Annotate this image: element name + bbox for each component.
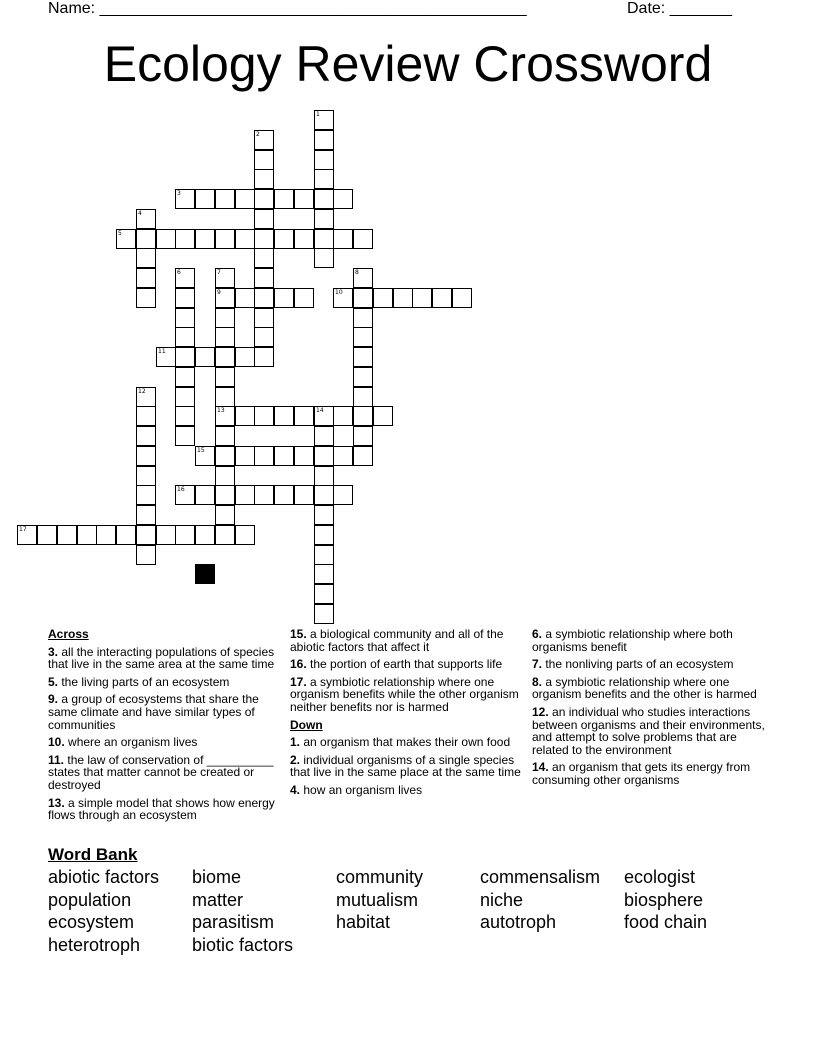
crossword-cell[interactable] [333, 446, 353, 466]
clue-number: 8 [355, 269, 359, 276]
crossword-cell[interactable] [195, 446, 215, 466]
clue-text: how an organism lives [300, 782, 423, 797]
clue-text: the law of conservation of __________ states that matter cannot be created or destroyed [48, 752, 274, 792]
crossword-cell[interactable] [175, 406, 195, 426]
word-bank-item: ecosystem [48, 912, 135, 932]
clue-number: 2 [256, 131, 260, 138]
crossword-cell[interactable] [294, 288, 314, 308]
crossword-cell[interactable] [136, 248, 156, 268]
crossword-cell[interactable] [175, 308, 195, 328]
crossword-cell[interactable] [254, 485, 274, 505]
crossword-cell[interactable] [37, 525, 57, 545]
crossword-cell[interactable] [254, 169, 274, 189]
crossword-cell[interactable] [254, 347, 274, 367]
crossword-cell[interactable] [254, 406, 274, 426]
clue-number: 12 [138, 388, 146, 395]
crossword-cell[interactable] [452, 288, 472, 308]
crossword-cell[interactable] [393, 288, 413, 308]
crossword-cell[interactable] [314, 584, 334, 604]
clue-item [290, 676, 526, 714]
crossword-cell[interactable] [215, 268, 235, 288]
clue-number: 13 [217, 407, 225, 414]
date-field-label[interactable]: Date: _______ [627, 0, 732, 17]
clues-column-3 [532, 628, 772, 792]
crossword-cell[interactable] [136, 446, 156, 466]
crossword-cell[interactable] [314, 545, 334, 565]
crossword-cell[interactable] [195, 347, 215, 367]
crossword-cell[interactable] [254, 248, 274, 268]
crossword-cell[interactable] [235, 347, 255, 367]
crossword-cell[interactable] [373, 406, 393, 426]
crossword-cell[interactable] [333, 288, 353, 308]
clue-number: 4 [138, 210, 142, 217]
word-bank-item: mutualism [336, 889, 419, 910]
word-bank-item: community [336, 867, 424, 887]
crossword-cell[interactable] [215, 229, 235, 249]
crossword-cell[interactable] [314, 209, 334, 229]
word-bank-item: niche [480, 889, 524, 910]
clue-text: an individual who studies interactions between organisms and their environments, and attempt to solve problems that are related to the environment [532, 704, 765, 757]
word-bank [48, 866, 768, 956]
clue-number-label: 16. [290, 657, 307, 672]
crossword-cell[interactable] [274, 406, 294, 426]
crossword-cell[interactable] [412, 288, 432, 308]
clue-item [532, 706, 772, 756]
crossword-cell[interactable] [136, 485, 156, 505]
clue-text: where an organism lives [64, 735, 198, 750]
across-clue-list-continued [290, 628, 526, 714]
clue-number: 10 [335, 289, 343, 296]
clue-number: 14 [316, 407, 324, 414]
clue-item [48, 797, 284, 822]
crossword-cell[interactable] [235, 446, 255, 466]
clue-number: 1 [316, 111, 320, 118]
clue-text: the nonliving parts of an ecosystem [542, 657, 734, 672]
crossword-cell[interactable] [175, 229, 195, 249]
crossword-cell[interactable] [274, 485, 294, 505]
crossword-cell[interactable] [175, 485, 195, 505]
crossword-cell[interactable] [175, 327, 195, 347]
word-bank-item: biosphere [624, 889, 704, 910]
clue-number: 17 [19, 526, 27, 533]
crossword-cell[interactable] [314, 604, 334, 624]
crossword-cell[interactable] [294, 446, 314, 466]
crossword-cell[interactable] [314, 505, 334, 525]
crossword-cell[interactable] [294, 485, 314, 505]
crossword-cell[interactable] [373, 288, 393, 308]
crossword-cell[interactable] [314, 150, 334, 170]
crossword-cell[interactable] [254, 229, 274, 249]
clue-item [532, 628, 772, 653]
crossword-cell[interactable] [215, 426, 235, 446]
crossword-cell[interactable] [175, 189, 195, 209]
crossword-cell[interactable] [175, 367, 195, 387]
clue-number: 3 [177, 190, 181, 197]
word-bank-item: abiotic factors [48, 867, 160, 887]
crossword-cell[interactable] [215, 327, 235, 347]
clue-item [290, 784, 526, 797]
clue-number-label: 4. [290, 782, 301, 797]
crossword-cell[interactable] [215, 367, 235, 387]
clue-number-label: 13. [48, 795, 65, 810]
crossword-cell[interactable] [96, 525, 116, 545]
crossword-cell[interactable] [136, 505, 156, 525]
name-field-label[interactable]: Name: ________________________________________________ [48, 0, 527, 17]
crossword-cell[interactable] [136, 406, 156, 426]
crossword-cell[interactable] [274, 288, 294, 308]
down-clue-list-continued [532, 628, 772, 787]
clue-text: a simple model that shows how energy flows through an ecosystem [48, 795, 275, 823]
clues-column-1 [48, 628, 284, 827]
crossword-cell[interactable] [314, 169, 334, 189]
crossword-cell[interactable] [235, 288, 255, 308]
word-bank-item: commensalism [480, 867, 601, 887]
crossword-cell[interactable] [314, 110, 334, 130]
word-bank-item: biotic factors [192, 934, 294, 955]
crossword-cell[interactable] [136, 229, 156, 249]
crossword-cell[interactable] [215, 485, 235, 505]
crossword-cell[interactable] [254, 209, 274, 229]
clue-number-label: 15. [290, 627, 307, 641]
clue-item [290, 736, 526, 749]
clue-number-label: 1. [290, 735, 301, 750]
crossword-cell[interactable] [215, 466, 235, 486]
clue-number-label: 11. [48, 752, 65, 767]
crossword-cell[interactable] [195, 189, 215, 209]
crossword-cell[interactable] [235, 485, 255, 505]
clue-text: the living parts of an ecosystem [58, 674, 230, 689]
clue-number: 15 [197, 447, 205, 454]
crossword-cell[interactable] [136, 426, 156, 446]
crossword-cell[interactable] [254, 130, 274, 150]
crossword-cell[interactable] [353, 327, 373, 347]
crossword-cell[interactable] [333, 406, 353, 426]
clue-number-label: 12. [532, 704, 549, 719]
crossword-cell[interactable] [294, 406, 314, 426]
clues-column-2 [290, 628, 526, 802]
crossword-cell[interactable] [116, 229, 136, 249]
crossword-cell[interactable] [215, 525, 235, 545]
crossword-cell[interactable] [77, 525, 97, 545]
clue-text: a symbiotic relationship where one organism benefits and the other is harmed [532, 674, 757, 702]
crossword-cell[interactable] [333, 189, 353, 209]
crossword-cell[interactable] [432, 288, 452, 308]
crossword-cell[interactable] [57, 525, 77, 545]
crossword-cell[interactable] [353, 387, 373, 407]
clue-item [290, 658, 526, 671]
word-bank-item: autotroph [480, 912, 557, 932]
clue-number-label: 5. [48, 674, 59, 689]
word-bank-item: habitat [336, 912, 391, 932]
crossword-cell[interactable] [235, 525, 255, 545]
crossword-cell[interactable] [353, 406, 373, 426]
clue-number-label: 10. [48, 735, 65, 750]
clue-number-label: 14. [532, 760, 549, 775]
crossword-cell[interactable] [294, 229, 314, 249]
clue-number-label: 2. [290, 752, 301, 767]
clue-item [48, 736, 284, 749]
page-title: Ecology Review Crossword [103, 36, 713, 92]
word-bank-item: heterotroph [48, 934, 141, 955]
crossword-cell[interactable] [353, 426, 373, 446]
clue-number-label: 17. [290, 674, 307, 689]
crossword-cell[interactable] [136, 288, 156, 308]
crossword-cell[interactable] [136, 545, 156, 565]
crossword-cell[interactable] [314, 189, 334, 209]
crossword-cell[interactable] [136, 268, 156, 288]
crossword-cell[interactable] [215, 189, 235, 209]
crossword-cell[interactable] [254, 288, 274, 308]
crossword-cell[interactable] [215, 505, 235, 525]
crossword-cell[interactable] [254, 268, 274, 288]
clue-item [48, 646, 284, 671]
clue-text: a symbiotic relationship where both organisms benefit [532, 627, 733, 654]
clue-item [48, 754, 284, 792]
crossword-cell[interactable] [254, 308, 274, 328]
clue-text: a symbiotic relationship where one organism benefits while the other organism neither benefits nor is harmed [290, 674, 519, 714]
clue-number: 6 [177, 269, 181, 276]
clue-item [532, 761, 772, 786]
crossword-cell[interactable] [235, 406, 255, 426]
black-square [195, 564, 215, 584]
crossword-cell[interactable] [333, 485, 353, 505]
crossword-cell[interactable] [314, 525, 334, 545]
down-heading: Down [290, 717, 323, 732]
crossword-cell[interactable] [156, 229, 176, 249]
clue-item [48, 676, 284, 689]
crossword-cell[interactable] [254, 150, 274, 170]
clue-number-label: 8. [532, 674, 543, 689]
word-bank-item: ecologist [624, 867, 696, 887]
crossword-cell[interactable] [314, 229, 334, 249]
clue-number-label: 6. [532, 627, 543, 641]
crossword-cell[interactable] [274, 229, 294, 249]
crossword-cell[interactable] [136, 387, 156, 407]
clue-item [532, 676, 772, 701]
crossword-cell[interactable] [353, 446, 373, 466]
clue-number: 7 [217, 269, 221, 276]
crossword-cell[interactable] [314, 130, 334, 150]
crossword-cell[interactable] [136, 525, 156, 545]
crossword-cell[interactable] [353, 268, 373, 288]
crossword-cell[interactable] [156, 525, 176, 545]
crossword-cell[interactable] [175, 387, 195, 407]
crossword-cell[interactable] [314, 466, 334, 486]
crossword-cell[interactable] [156, 347, 176, 367]
crossword-cell[interactable] [215, 347, 235, 367]
clue-number: 9 [217, 289, 221, 296]
crossword-cell[interactable] [215, 387, 235, 407]
crossword-cell[interactable] [175, 288, 195, 308]
clue-item [290, 754, 526, 779]
clue-text: a group of ecosystems that share the same climate and have similar types of communities [48, 692, 259, 732]
crossword-cell[interactable] [353, 308, 373, 328]
word-bank-item: food chain [624, 912, 708, 932]
crossword-cell[interactable] [136, 466, 156, 486]
clue-text: individual organisms of a single species that live in the same place at the same time [290, 752, 521, 780]
clue-text: an organism that gets its energy from consuming other organisms [532, 760, 751, 787]
crossword-cell[interactable] [314, 426, 334, 446]
crossword-cell[interactable] [235, 189, 255, 209]
crossword-cell[interactable] [254, 327, 274, 347]
crossword-cell[interactable] [274, 446, 294, 466]
crossword-cell[interactable] [136, 209, 156, 229]
crossword-cell[interactable] [195, 229, 215, 249]
word-bank-item: matter [192, 889, 244, 910]
clue-number-label: 3. [48, 644, 59, 659]
clue-text: all the interacting populations of species that live in the same area at the same time [48, 644, 275, 672]
crossword-cell[interactable] [314, 446, 334, 466]
crossword-cell[interactable] [314, 248, 334, 268]
word-bank-title: Word Bank [48, 845, 138, 864]
across-clue-list [48, 646, 284, 822]
crossword-cell[interactable] [195, 485, 215, 505]
crossword-cell[interactable] [353, 288, 373, 308]
word-bank-item: parasitism [192, 912, 275, 932]
clue-number-label: 9. [48, 692, 59, 707]
crossword-cell[interactable] [17, 525, 37, 545]
crossword-cell[interactable] [175, 268, 195, 288]
crossword-cell[interactable] [333, 229, 353, 249]
across-heading: Across [48, 627, 89, 641]
crossword-cell[interactable] [195, 525, 215, 545]
crossword-cell[interactable] [215, 446, 235, 466]
crossword-cell[interactable] [235, 229, 255, 249]
word-bank-item: biome [192, 867, 242, 887]
down-clue-list [290, 736, 526, 796]
crossword-cell[interactable] [353, 347, 373, 367]
crossword-cell[interactable] [353, 229, 373, 249]
clue-number: 5 [118, 230, 122, 237]
crossword-cell[interactable] [215, 406, 235, 426]
clue-text: a biological community and all of the abiotic factors that affect it [290, 627, 504, 654]
crossword-cell[interactable] [175, 426, 195, 446]
word-bank-item: population [48, 889, 132, 910]
crossword-cell[interactable] [254, 446, 274, 466]
clue-item [48, 693, 284, 731]
crossword-cell[interactable] [215, 288, 235, 308]
clue-text: an organism that makes their own food [300, 735, 511, 750]
crossword-cell[interactable] [116, 525, 136, 545]
clue-item [290, 628, 526, 653]
clue-text: the portion of earth that supports life [306, 657, 503, 672]
crossword-cell[interactable] [314, 406, 334, 426]
clue-item [532, 658, 772, 671]
crossword-cell[interactable] [294, 189, 314, 209]
crossword-cell[interactable] [314, 564, 334, 584]
crossword-cell[interactable] [274, 189, 294, 209]
crossword-cell[interactable] [314, 485, 334, 505]
clue-number-label: 7. [532, 657, 543, 672]
crossword-cell[interactable] [353, 367, 373, 387]
crossword-cell[interactable] [254, 189, 274, 209]
clue-number: 11 [158, 348, 166, 355]
crossword-cell[interactable] [175, 347, 195, 367]
crossword-cell[interactable] [215, 308, 235, 328]
clue-number: 16 [177, 486, 185, 493]
crossword-cell[interactable] [175, 525, 195, 545]
